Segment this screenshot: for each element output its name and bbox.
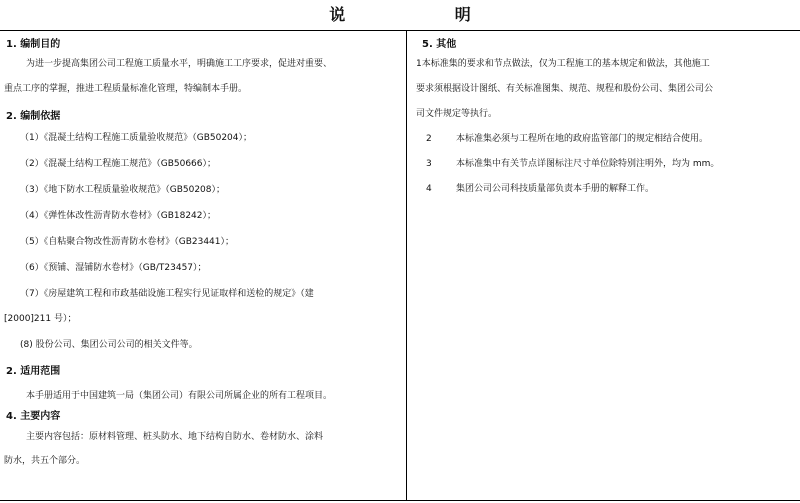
item-number: 2 xyxy=(426,134,432,144)
numbered-item xyxy=(412,183,800,196)
section-heading: 1. 编制目的 xyxy=(6,39,61,50)
paragraph-line: 要求须根据设计图纸、有关标准图集、规范、规程和股份公司、集团公司公 xyxy=(416,84,714,94)
list-item: （1）《混凝土结构工程施工质量验收规范》（GB50204）； xyxy=(20,133,253,143)
list-item: （5）《自粘聚合物改性沥青防水卷材》（GB23441）； xyxy=(20,237,235,247)
item-text: 本标准集中有关节点详图标注尺寸单位除特别注明外，均为 mm。 xyxy=(456,159,720,169)
paragraph-line: 防水，共五个部分。 xyxy=(4,456,86,466)
list-item: （4）《弹性体改性沥青防水卷材》（GB18242）； xyxy=(20,211,217,221)
item-number: 4 xyxy=(426,184,432,194)
section-heading: 2. 适用范围 xyxy=(6,366,61,377)
column-divider xyxy=(406,30,407,500)
list-item: (8) 股份公司、集团公司公司的相关文件等。 xyxy=(20,340,198,350)
section-heading: 2. 编制依据 xyxy=(6,111,61,122)
list-item: （3）《地下防水工程质量验收规范》（GB50208）； xyxy=(20,185,226,195)
list-item: （2）《混凝土结构工程施工规范》（GB50666）； xyxy=(20,159,217,169)
paragraph-line: 重点工序的掌握，推进工程质量标准化管理，特编制本手册。 xyxy=(4,84,248,94)
list-item: （7）《房屋建筑工程和市政基础设施工程实行见证取样和送检的规定》（建 xyxy=(20,289,314,299)
section-content xyxy=(0,410,402,468)
item-number: 3 xyxy=(426,159,432,169)
section-basis xyxy=(0,110,402,352)
section-heading: 5. 其他 xyxy=(422,39,457,50)
right-column xyxy=(412,31,800,196)
paragraph-line: 本手册适用于中国建筑一局（集团公司）有限公司所属企业的所有工程项目。 xyxy=(26,391,333,401)
page-title: 说 明 xyxy=(329,5,523,24)
left-column xyxy=(0,31,402,468)
list-item: （6）《预铺、湿铺防水卷材》（GB/T23457）； xyxy=(20,263,207,273)
paragraph-line: 1本标准集的要求和节点做法，仅为工程施工的基本规定和做法，其他施工 xyxy=(416,59,710,69)
numbered-item xyxy=(412,158,800,171)
numbered-item xyxy=(412,133,800,146)
section-purpose xyxy=(0,38,402,96)
section-scope xyxy=(0,365,402,403)
item-text: 本标准集必须与工程所在地的政府监管部门的规定相结合使用。 xyxy=(456,134,709,144)
paragraph-line: 司文件规定等执行。 xyxy=(416,109,498,119)
paragraph-line: 主要内容包括：原材料管理、桩头防水、地下结构自防水、卷材防水、涂料 xyxy=(26,432,324,442)
list-item-continuation: [2000]211 号）； xyxy=(4,314,77,324)
paragraph-line: 为进一步提高集团公司工程施工质量水平，明确施工工序要求，促进对重要、 xyxy=(26,59,333,69)
bottom-rule xyxy=(0,500,800,501)
item-text: 集团公司公司科技质量部负责本手册的解释工作。 xyxy=(456,184,655,194)
section-heading: 4. 主要内容 xyxy=(6,411,61,422)
